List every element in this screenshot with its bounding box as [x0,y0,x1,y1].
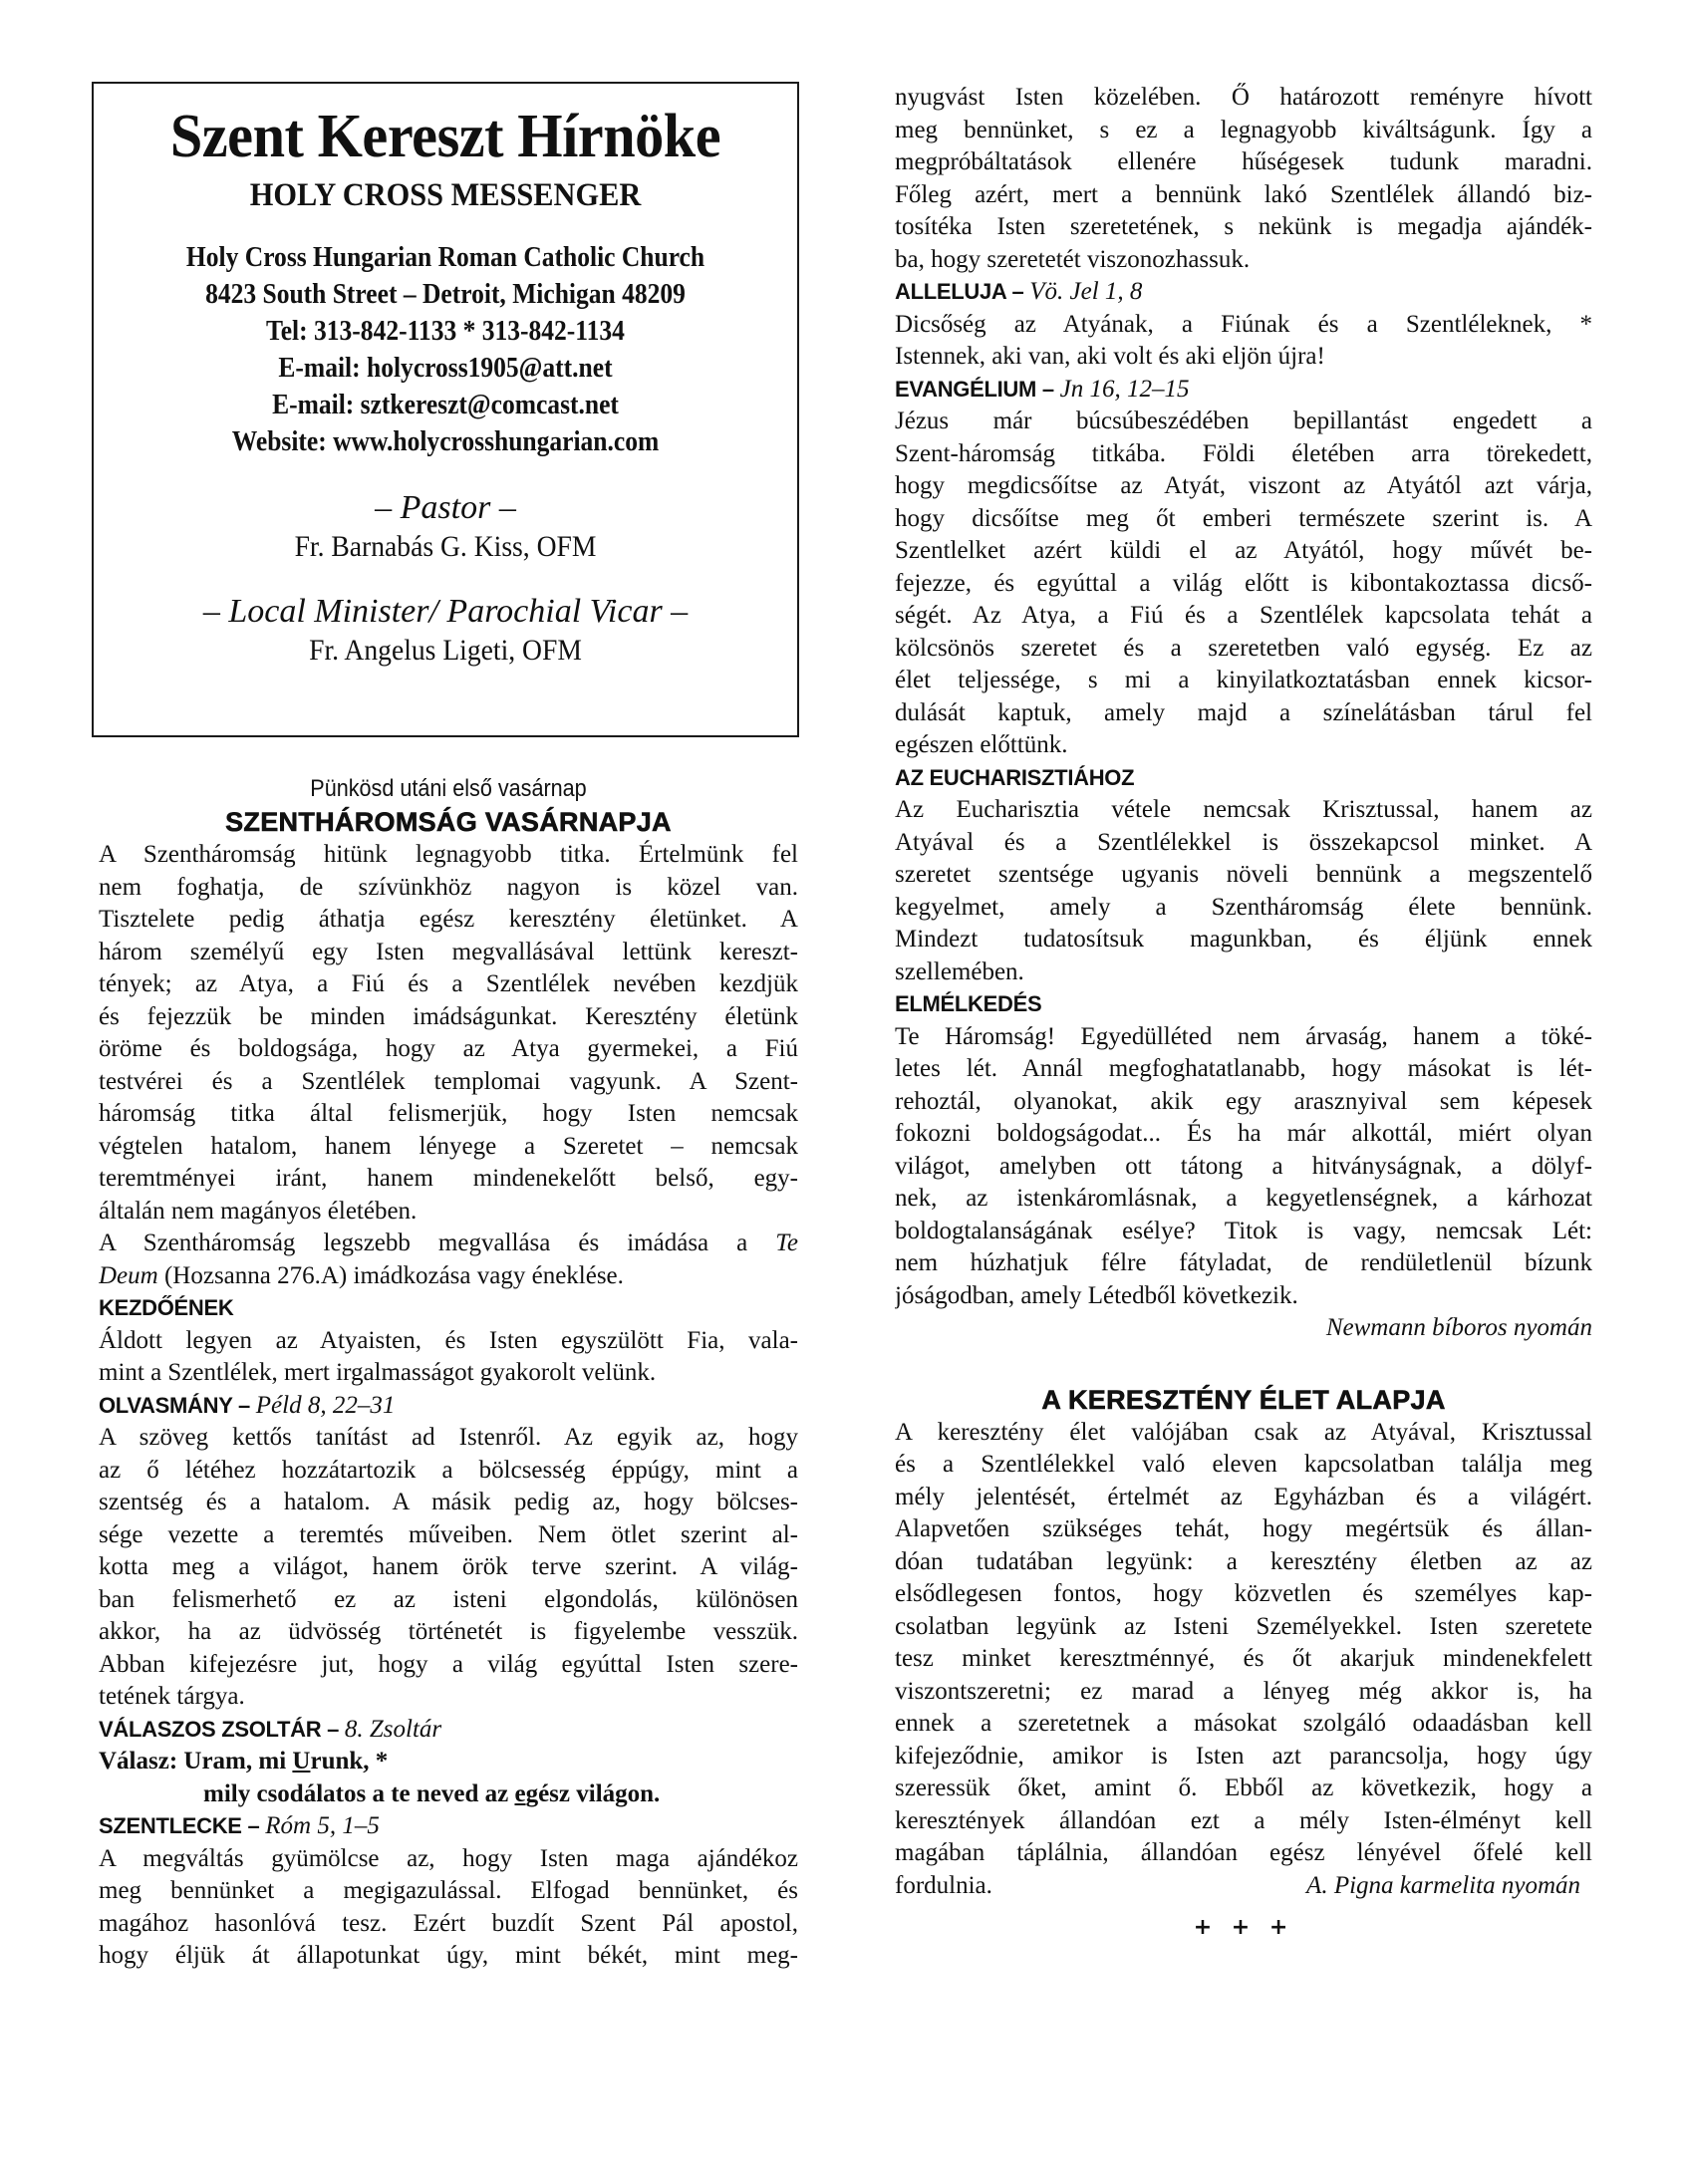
article-text: fordulnia. [895,1871,992,1899]
alleluja-paragraph [895,309,1592,374]
text-line: tetének tárgya. [99,1683,245,1710]
text-line: megpróbáltatások ellenére hűségesek tudunk maradni. [895,148,1592,175]
section-heading-zsoltar: VÁLASZOS ZSOLTÁR – 8. Zsoltár [99,1715,442,1743]
response-text: Válasz: Uram, mi [99,1748,293,1774]
text-line: kegyelmet, amely a Szentháromság élete bennünk. [895,893,1592,921]
section-heading-alleluja: ALLELUJA – Vö. Jel 1, 8 [895,278,1143,305]
text-line: testvérei és a Szentlélek templomai vagyunk. A Szent- [99,1067,798,1095]
text-line: ban felismerhető ez az isteni elgondolás, különösen [99,1585,798,1613]
text-line: magához hasonlóvá tesz. Ezért buzdít Szent Pál apostol, [99,1909,798,1937]
text-line: és a Szentlélekkel való eleven kapcsolatban találja meg [895,1451,1592,1478]
text-line: dóan tudatában legyünk: a keresztény életben az az [895,1547,1592,1575]
masthead-box [92,82,799,737]
heading-label: EVANGÉLIUM [895,376,1037,402]
text-line: világot, amelyben ott tátong a hitványságnak, a dölyf- [895,1152,1592,1180]
eucharisztia-paragraph [895,794,1592,988]
text-line: az ő létéhez hozzátartozik a bölcsesség éppúgy, mint a [99,1456,798,1484]
text-line: végtelen hatalom, hanem lényege a Szeretet – nemcsak [99,1132,798,1160]
text-line: hogy éljük át állapotunkat úgy, mint békét, mint meg- [99,1942,798,1969]
text-line: és fejezzük be minden imádságunkat. Keresztény életünk [99,1002,798,1030]
text-line: viszontszeretni; ez marad a lényeg még akkor is, ha [895,1677,1592,1705]
section-heading-evangelium: EVANGÉLIUM – Jn 16, 12–15 [895,375,1190,403]
response-underlined: U [292,1748,311,1774]
text-line: fejezze, és egyúttal a világ előtt is kibontakoztassa dicső- [895,569,1592,597]
contact-block [94,239,797,460]
text-line: szentség és a hatalom. A másik pedig az, hogy bölcses- [99,1489,798,1515]
response-text: mily csodálatos a te neved az [203,1779,515,1807]
vicar-name: Fr. Angelus Ligeti, OFM [309,634,582,667]
text-line: A szöveg kettős tanítást ad Istenről. Az egyik az, hogy [99,1424,798,1451]
text-line: Istennek, aki van, aki volt és aki eljön újra! [895,343,1325,370]
text-line: Mindezt tudatosítsuk magunkban, és éljünk ennek [895,926,1592,953]
text-line: kotta meg a világot, hanem örök terve szerint. A világ- [99,1553,798,1580]
text-line: Szentlelket azért küldi el az Atyától, hogy művét be- [895,537,1592,564]
feast-title: SZENTHÁROMSÁG VASÁRNAPJA [225,807,672,837]
text-line: szeressük őket, amint ő. Ebből az következik, hogy a [895,1774,1592,1801]
church-email-2: E-mail: sztkereszt@comcast.net [272,389,619,420]
text-line: öröme és boldogsága, hogy az Atya gyermekei, a Fiú [99,1035,798,1062]
text-line: meg bennünket a megigazulással. Elfogad bennünket, és [99,1877,798,1904]
text-line: elsődlegesen fontos, hogy közvetlen és személyes kap- [895,1580,1592,1607]
psalm-response [99,1746,798,1810]
text-line: három személyű egy Isten megvallásával lettünk kereszt- [99,938,798,965]
spacer [895,1345,1592,1383]
scripture-reference: Róm 5, 1–5 [265,1812,380,1839]
text-line: háromság titka által felismerjük, hogy Isten nemcsak [99,1100,798,1127]
pastor-role: – Pastor – [375,489,516,526]
text-line: Atyával és a Szentlélekkel is összekapcsol minket. A [895,828,1592,856]
szentlecke-paragraph [99,1843,798,1973]
cross-ornament-icon: + + + [1193,1915,1294,1940]
text-line: ségét. Az Atya, a Fiú és a Szentlélek kapcsolata tehát a [895,602,1592,629]
church-phone: Tel: 313-842-1133 * 313-842-1134 [266,315,625,347]
heading-label: ALLELUJA [895,279,1006,304]
publication-title: Szent Kereszt Hírnöke [169,103,721,170]
text-line: Áldott legyen az Atyaisten, és Isten egyszülött Fia, vala- [99,1326,798,1354]
scripture-reference: Péld 8, 22–31 [255,1391,396,1419]
scripture-reference: Jn 16, 12–15 [1059,375,1190,403]
section-heading-szentlecke: SZENTLECKE – Róm 5, 1–5 [99,1812,380,1839]
text-line: meg bennünket, s ez a legnagyobb kiváltságunk. Így a [895,116,1592,143]
section-heading-olvasmany: OLVASMÁNY – Péld 8, 22–31 [99,1391,396,1419]
text-line: élet teljessége, s mi a kinyilatkoztatásban ennek kicsor- [895,667,1592,693]
heading-label: SZENTLECKE [99,1813,242,1838]
elmelkedes-attribution: Newmann bíboros nyomán [1325,1314,1592,1341]
text-line: rehoztál, olyanokat, akik egy arasznyival sem képesek [895,1087,1592,1115]
church-address: 8423 South Street – Detroit, Michigan 48209 [205,278,686,310]
text-line: jóságodban, amely Létedből következik. [895,1281,1298,1309]
text-line: sége vezette a teremtés műveiben. Nem ötlet szerint al- [99,1520,798,1548]
article-paragraph [895,1417,1592,1870]
text-line: teremtményei iránt, hanem mindenekelőtt belső, egy- [99,1165,798,1192]
scripture-reference: 8. Zsoltár [344,1715,442,1743]
text-line: ennek a szeretetnek a másokat szolgáló odaadásban kell [895,1710,1592,1737]
heading-label: VÁLASZOS ZSOLTÁR [99,1716,322,1742]
text-line: A megváltás gyümölcse az, hogy Isten maga ajándékoz [99,1844,798,1872]
article-last-line [895,1870,1592,1903]
text-line: szeretet szentsége ugyanis növeli bennünk a megszentelő [895,861,1592,888]
section-heading-kezdoenek: KEZDŐÉNEK [99,1295,234,1320]
article-title: A KERESZTÉNY ÉLET ALAPJA [1041,1384,1446,1415]
text-line: A Szentháromság hitünk legnagyobb titka. Értelmünk fel [99,841,798,868]
article-attribution: A. Pigna karmelita nyomán [1306,1871,1580,1899]
te-deum-paragraph [99,1228,798,1292]
occasion-subtitle: Pünkösd utáni első vasárnap [310,775,587,802]
olvasmany-paragraph [99,1422,798,1714]
church-email-1: E-mail: holycross1905@att.net [278,352,613,384]
church-name: Holy Cross Hungarian Roman Catholic Church [185,241,705,273]
text-line: kölcsönös szeretet és a szeretetben való egység. Ez az [895,634,1592,662]
text-line: Tisztelete pedig áthatja egész keresztény életünket. A [99,906,798,933]
text-line: tények; az Atya, a Fiú és a Szentlélek nevében kezdjük [99,970,798,997]
text-line: mint a Szentlélek, mert irgalmasságot gyakorolt velünk. [99,1359,657,1386]
text-line: Abban kifejezésre jut, hogy a világ egyúttal Isten szere- [99,1650,798,1678]
text-line: Főleg azért, mert a bennünk lakó Szentlélek állandó biz- [895,180,1592,208]
text-line: mély jelentését, értelmét az Egyházban és a világért. [895,1483,1592,1510]
text-line: tesz minket keresztménnyé, és őt akarjuk mindenekfelett [895,1645,1592,1672]
text-line: kifejeződnie, amikor is Isten azt parancsolja, hogy úgy [895,1742,1592,1770]
text-line: Az Eucharisztia vétele nemcsak Krisztussal, hanem az [895,796,1592,823]
text-line: nem húzhatjuk félre fátyladat, de rendületlenül bízunk [895,1249,1592,1276]
text-line: akkor, ha az üdvösség történetét is figyelembe vesszük. [99,1618,798,1645]
evangelium-paragraph [895,406,1592,762]
text-line: szellemében. [895,957,1024,985]
publication-subtitle: HOLY CROSS MESSENGER [249,177,642,213]
text-line: Szent-háromság titkába. Földi életében arra törekedett, [895,439,1592,467]
text-line: dulását kaptuk, amely majd a színelátásban tárul fel [895,698,1592,726]
text-line: általán nem magányos életében. [99,1197,418,1225]
te-deum-italic: Deum [99,1261,158,1289]
text-line: keresztények állandóan ezt a mély Isten-élményt kell [895,1806,1592,1834]
text-line: ba, hogy szeretetét viszonozhassuk. [895,245,1251,273]
heading-label: OLVASMÁNY [99,1392,233,1418]
text-line: boldogtalanságának esélye? Titok is vagy, nemcsak Lét: [895,1217,1592,1244]
elmelkedes-paragraph [895,1021,1592,1313]
text-line: Alapvetően szükséges tehát, hogy megértsük és állan- [895,1515,1592,1542]
text-line: hogy dicsőítse meg őt emberi természete szerint is. A [895,504,1592,532]
text-line: A keresztény élet valójában csak az Atyával, Krisztussal [895,1418,1592,1446]
te-deum-text: A Szentháromság legszebb megvallása és imádása a [99,1229,776,1256]
right-column [895,82,1592,1945]
text-line: Jézus már búcsúbeszédében bepillantást engedett a [895,408,1592,434]
szentlecke-continuation [895,82,1592,276]
text-line: csolatban legyünk az Isteni Személyekkel. Isten szeretete [895,1612,1592,1640]
te-deum-italic: Te [775,1229,798,1256]
text-line: Dicsőség az Atyának, a Fiúnak és a Szentléleknek, * [895,310,1592,338]
response-underlined: e [514,1779,526,1807]
text-line: magában táplálnia, állandóan egész lényével őfelé kell [895,1839,1592,1866]
psalm-response-line-1 [99,1746,798,1778]
response-text: gész világon. [525,1779,661,1807]
church-website: Website: www.holycrosshungarian.com [231,425,660,457]
psalm-response-line-2 [99,1778,798,1811]
text-line: hogy megdicsőítse az Atyát, viszont az Atyától azt várja, [895,472,1592,499]
text-line: egészen előttünk. [895,731,1068,758]
text-line: nyugvást Isten közelében. Ő határozott reményre hívott [895,84,1592,111]
pastor-name: Fr. Barnabás G. Kiss, OFM [294,530,597,563]
section-heading-eucharisztia: AZ EUCHARISZTIÁHOZ [895,764,1135,790]
te-deum-text: (Hozsanna 276.A) imádkozása vagy éneklése. [157,1261,624,1289]
response-text: runk, * [310,1748,389,1774]
text-line: Te Háromság! Egyedülléted nem árvaság, hanem a töké- [895,1022,1592,1050]
text-line: fokozni boldogságodat... És ha már alkottál, miért olyan [895,1120,1592,1147]
left-column [99,773,798,1973]
section-heading-elmelkedes: ELMÉLKEDÉS [895,991,1042,1016]
vicar-role: – Local Minister/ Parochial Vicar – [202,593,689,630]
text-line: nem foghatja, de szívünkhöz nagyon is közel van. [99,873,798,901]
kezdoenek-paragraph [99,1325,798,1390]
intro-paragraph [99,839,798,1228]
text-line: tosítéka Isten szeretetének, s nekünk is megadja ajándék- [895,213,1592,240]
scripture-reference: Vö. Jel 1, 8 [1029,278,1143,305]
text-line: letes lét. Annál megfoghatatlanabb, hogy másokat is lét- [895,1055,1592,1082]
text-line: nek, az istenkáromlásnak, a kegyetlenségnek, a kárhozat [895,1185,1592,1212]
